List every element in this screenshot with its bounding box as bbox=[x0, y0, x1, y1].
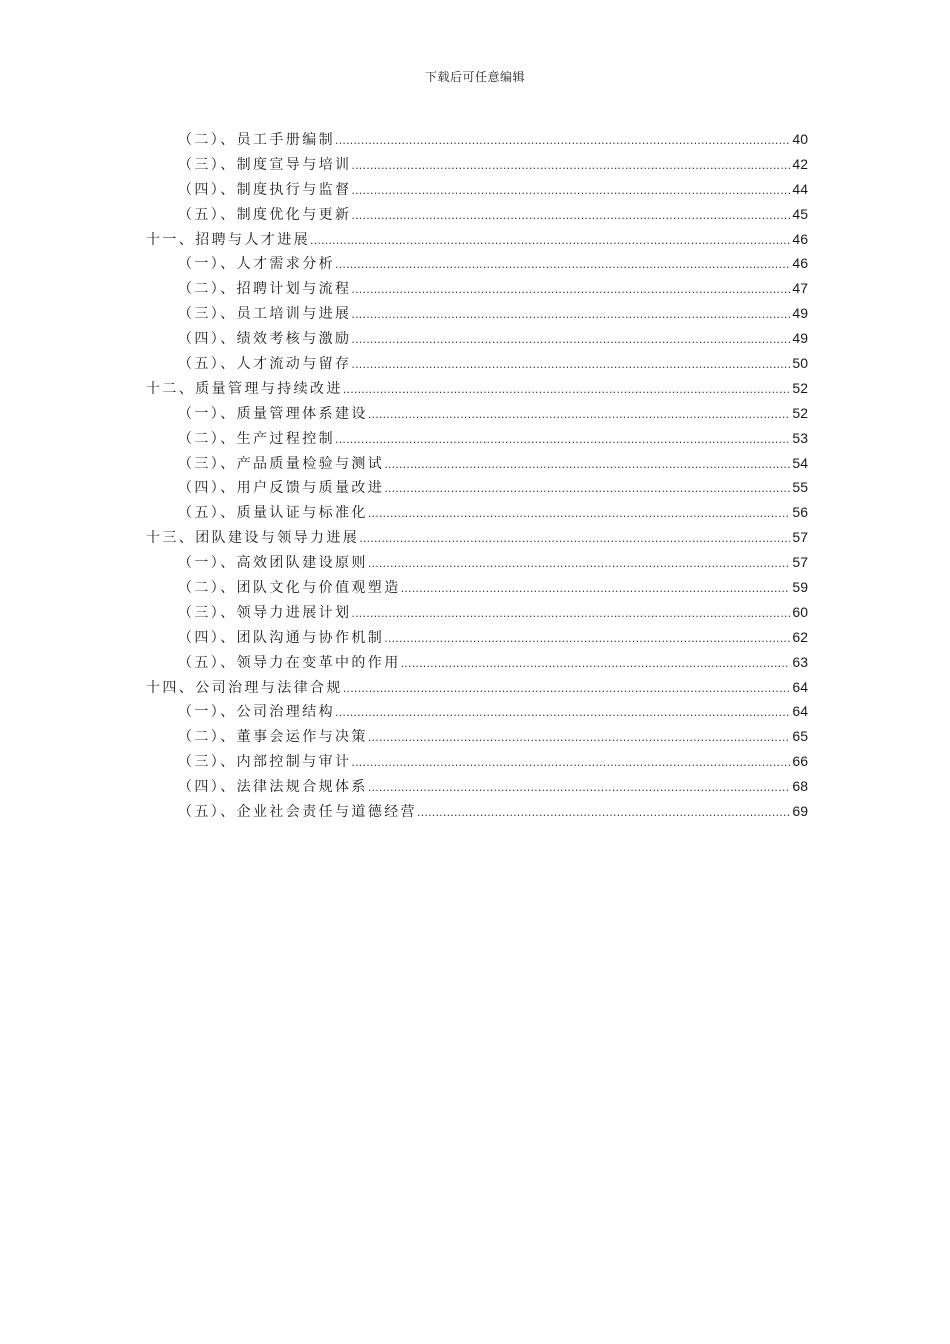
toc-section-entry[interactable] bbox=[146, 202, 808, 227]
toc-page-number: 44 bbox=[792, 180, 808, 197]
toc-entry-title: （四）、用户反馈与质量改进 bbox=[178, 480, 385, 497]
toc-page-number: 46 bbox=[792, 230, 808, 247]
toc-entry-title: （二）、招聘计划与流程 bbox=[178, 281, 352, 298]
toc-dot-leader bbox=[401, 577, 790, 602]
toc-dot-leader bbox=[351, 278, 790, 303]
toc-dot-leader bbox=[417, 801, 790, 826]
toc-section-entry[interactable] bbox=[146, 152, 808, 177]
toc-page-number: 54 bbox=[792, 454, 808, 471]
toc-entry-title: （五）、人才流动与留存 bbox=[178, 356, 352, 373]
toc-entry-title: （二）、生产过程控制 bbox=[178, 430, 335, 447]
toc-page-number: 49 bbox=[792, 330, 808, 347]
toc-entry-title: （五）、制度优化与更新 bbox=[178, 206, 352, 223]
toc-entry-title: （四）、团队沟通与协作机制 bbox=[178, 629, 385, 646]
toc-section-entry[interactable] bbox=[146, 699, 808, 724]
toc-dot-leader bbox=[368, 552, 790, 577]
toc-dot-leader bbox=[335, 253, 790, 278]
toc-section-entry[interactable] bbox=[146, 326, 808, 351]
toc-section-entry[interactable] bbox=[146, 301, 808, 326]
toc-page-number: 57 bbox=[792, 554, 808, 571]
toc-section-entry[interactable] bbox=[146, 600, 808, 625]
toc-page-number: 47 bbox=[792, 280, 808, 297]
toc-entry-title: （一）、人才需求分析 bbox=[178, 256, 335, 273]
toc-section-entry[interactable] bbox=[146, 625, 808, 650]
toc-dot-leader bbox=[351, 751, 790, 776]
table-of-contents bbox=[146, 127, 808, 824]
toc-section-entry[interactable] bbox=[146, 550, 808, 575]
toc-section-entry[interactable] bbox=[146, 401, 808, 426]
toc-section-entry[interactable] bbox=[146, 127, 808, 152]
toc-page-number: 52 bbox=[792, 379, 808, 396]
toc-section-entry[interactable] bbox=[146, 276, 808, 301]
toc-dot-leader bbox=[351, 328, 790, 353]
toc-page-number: 56 bbox=[792, 504, 808, 521]
toc-section-entry[interactable] bbox=[146, 500, 808, 525]
toc-dot-leader bbox=[384, 477, 790, 502]
toc-section-entry[interactable] bbox=[146, 426, 808, 451]
toc-page-number: 65 bbox=[792, 728, 808, 745]
toc-entry-title: （五）、领导力在变革中的作用 bbox=[178, 654, 401, 671]
toc-page-number: 55 bbox=[792, 479, 808, 496]
toc-dot-leader bbox=[310, 229, 790, 254]
toc-page-number: 49 bbox=[792, 305, 808, 322]
toc-entry-title: 十三、团队建设与领导力进展 bbox=[146, 530, 360, 547]
toc-page-number: 66 bbox=[792, 753, 808, 770]
toc-page-number: 57 bbox=[792, 529, 808, 546]
toc-entry-title: （一）、高效团队建设原则 bbox=[178, 555, 368, 572]
toc-entry-title: （四）、法律法规合规体系 bbox=[178, 779, 368, 796]
toc-entry-title: （二）、员工手册编制 bbox=[178, 132, 335, 148]
toc-entry-title: （二）、团队文化与价值观塑造 bbox=[178, 580, 401, 597]
toc-dot-leader bbox=[351, 179, 790, 204]
toc-section-entry[interactable] bbox=[146, 799, 808, 824]
toc-page-number: 50 bbox=[792, 355, 808, 372]
toc-dot-leader bbox=[351, 303, 790, 328]
toc-dot-leader bbox=[351, 204, 790, 229]
toc-entry-title: （三）、产品质量检验与测试 bbox=[178, 455, 385, 472]
toc-dot-leader bbox=[384, 453, 790, 478]
toc-dot-leader bbox=[384, 627, 790, 652]
toc-page-number: 53 bbox=[792, 429, 808, 446]
toc-entry-title: （五）、企业社会责任与道德经营 bbox=[178, 804, 417, 821]
toc-dot-leader bbox=[351, 154, 790, 179]
toc-entry-title: （二）、董事会运作与决策 bbox=[178, 729, 368, 746]
toc-chapter-entry[interactable] bbox=[146, 376, 808, 401]
toc-page-number: 64 bbox=[792, 703, 808, 720]
toc-section-entry[interactable] bbox=[146, 724, 808, 749]
toc-section-entry[interactable] bbox=[146, 650, 808, 675]
toc-section-entry[interactable] bbox=[146, 451, 808, 476]
toc-page-number: 52 bbox=[792, 404, 808, 421]
toc-entry-title: （三）、领导力进展计划 bbox=[178, 604, 352, 621]
toc-page-number: 40 bbox=[792, 131, 808, 147]
toc-page-number: 42 bbox=[792, 155, 808, 172]
toc-entry-title: （三）、内部控制与审计 bbox=[178, 754, 352, 771]
toc-dot-leader bbox=[359, 527, 790, 552]
toc-section-entry[interactable] bbox=[146, 251, 808, 276]
toc-section-entry[interactable] bbox=[146, 177, 808, 202]
toc-dot-leader bbox=[351, 602, 790, 627]
toc-dot-leader bbox=[351, 353, 790, 378]
toc-entry-title: （一）、公司治理结构 bbox=[178, 704, 335, 721]
toc-dot-leader bbox=[335, 701, 790, 726]
toc-chapter-entry[interactable] bbox=[146, 525, 808, 550]
toc-page-number: 62 bbox=[792, 628, 808, 645]
toc-entry-title: 十二、质量管理与持续改进 bbox=[146, 380, 343, 397]
toc-page-number: 46 bbox=[792, 255, 808, 272]
toc-entry-title: （一）、质量管理体系建设 bbox=[178, 405, 368, 422]
toc-page-number: 60 bbox=[792, 603, 808, 620]
toc-section-entry[interactable] bbox=[146, 475, 808, 500]
toc-dot-leader bbox=[368, 502, 790, 527]
toc-dot-leader bbox=[335, 428, 790, 453]
toc-section-entry[interactable] bbox=[146, 749, 808, 774]
toc-entry-title: （三）、员工培训与进展 bbox=[178, 306, 352, 323]
toc-section-entry[interactable] bbox=[146, 351, 808, 376]
toc-section-entry[interactable] bbox=[146, 774, 808, 799]
toc-dot-leader bbox=[368, 403, 790, 428]
toc-entry-title: （四）、绩效考核与激励 bbox=[178, 331, 352, 348]
toc-page-number: 59 bbox=[792, 579, 808, 596]
toc-dot-leader bbox=[343, 378, 790, 403]
toc-entry-title: （四）、制度执行与监督 bbox=[178, 181, 352, 198]
toc-entry-title: 十一、招聘与人才进展 bbox=[146, 231, 310, 248]
toc-page-number: 45 bbox=[792, 205, 808, 222]
page-header: 下载后可任意编辑 bbox=[424, 70, 525, 84]
toc-chapter-entry[interactable] bbox=[146, 675, 808, 700]
toc-dot-leader bbox=[401, 652, 790, 677]
toc-entry-title: （三）、制度宣导与培训 bbox=[178, 156, 352, 173]
toc-page-number: 64 bbox=[792, 678, 808, 695]
toc-dot-leader bbox=[343, 677, 790, 702]
toc-page-number: 68 bbox=[792, 778, 808, 795]
toc-dot-leader bbox=[368, 776, 790, 801]
toc-page-number: 63 bbox=[792, 653, 808, 670]
toc-entry-title: （五）、质量认证与标准化 bbox=[178, 505, 368, 522]
toc-chapter-entry[interactable] bbox=[146, 227, 808, 252]
toc-dot-leader bbox=[335, 129, 790, 154]
toc-page-number: 69 bbox=[792, 803, 808, 820]
toc-dot-leader bbox=[368, 726, 790, 751]
toc-entry-title: 十四、公司治理与法律合规 bbox=[146, 679, 343, 696]
toc-section-entry[interactable] bbox=[146, 575, 808, 600]
